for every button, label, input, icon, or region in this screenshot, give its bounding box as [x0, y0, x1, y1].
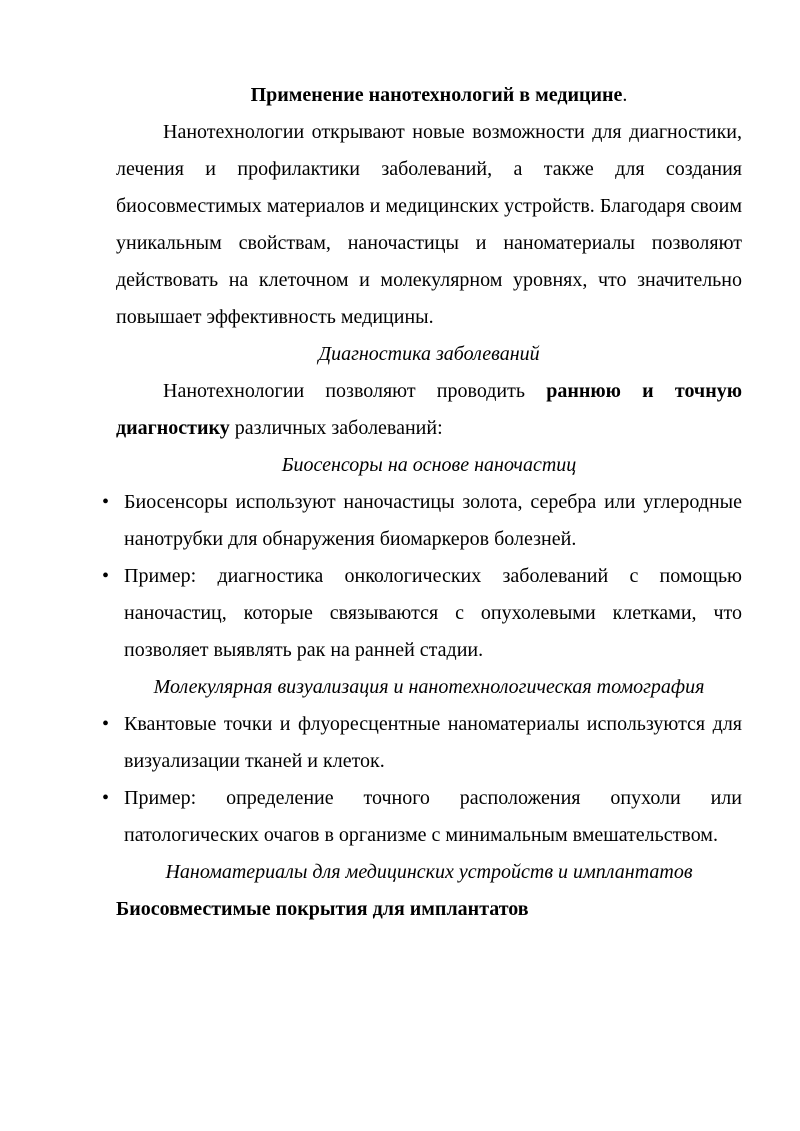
intro-paragraph: Нанотехнологии открывают новые возможности для диагностики, лечения и профилактики заболеваний, а также для создания биосовместимых материалов и медицинских устройств. Благодаря своим уникальным свойствам, наночастицы и наноматериалы позволяют действовать на клеточном и молекулярном уровнях, что значительно повышает эффективность медицины. [116, 121, 742, 328]
list-item [102, 484, 742, 558]
title-text: Применение нанотехнологий в медицине [250, 84, 623, 106]
imaging-list [102, 706, 742, 854]
list-item [102, 558, 742, 669]
document-title [116, 77, 742, 114]
list-item-text: Пример: определение точного расположения опухоли или патологических очагов в организме с минимальным вмешательством. [124, 787, 742, 846]
devices-heading: Наноматериалы для медицинских устройств и имплантатов [165, 861, 693, 883]
biosensors-list [102, 484, 742, 669]
list-item-text: Биосенсоры используют наночастицы золота, серебра или углеродные нанотрубки для обнаружения биомаркеров болезней. [124, 491, 742, 550]
bullet-icon: • [102, 787, 110, 809]
list-item [102, 706, 742, 780]
title-period: . [622, 84, 628, 106]
biosensors-heading: Биосенсоры на основе наночастиц [281, 454, 577, 476]
list-item-text: Квантовые точки и флуоресцентные наноматериалы используются для визуализации тканей и клеток. [124, 713, 742, 772]
diagnostics-heading: Диагностика заболеваний [318, 343, 540, 365]
bullet-icon: • [102, 565, 110, 587]
document-body [102, 77, 743, 928]
diagnostics-paragraph [116, 373, 742, 447]
imaging-heading: Молекулярная визуализация и нанотехнологическая томография [153, 676, 705, 698]
bullet-icon: • [102, 713, 110, 735]
bullet-icon: • [102, 491, 110, 513]
diagnostics-text-bold: раннюю и точную диагностику [116, 380, 743, 439]
list-item-text: Пример: диагностика онкологических заболеваний с помощью наночастиц, которые связываются с опухолевыми клетками, что позволяет выявлять рак на ранней стадии. [124, 565, 742, 661]
diagnostics-text-after: различных заболеваний: [229, 417, 443, 439]
diagnostics-text-before: Нанотехнологии позволяют проводить [163, 380, 547, 402]
devices-subheading: Биосовместимые покрытия для имплантатов [116, 898, 529, 920]
list-item [102, 780, 742, 854]
